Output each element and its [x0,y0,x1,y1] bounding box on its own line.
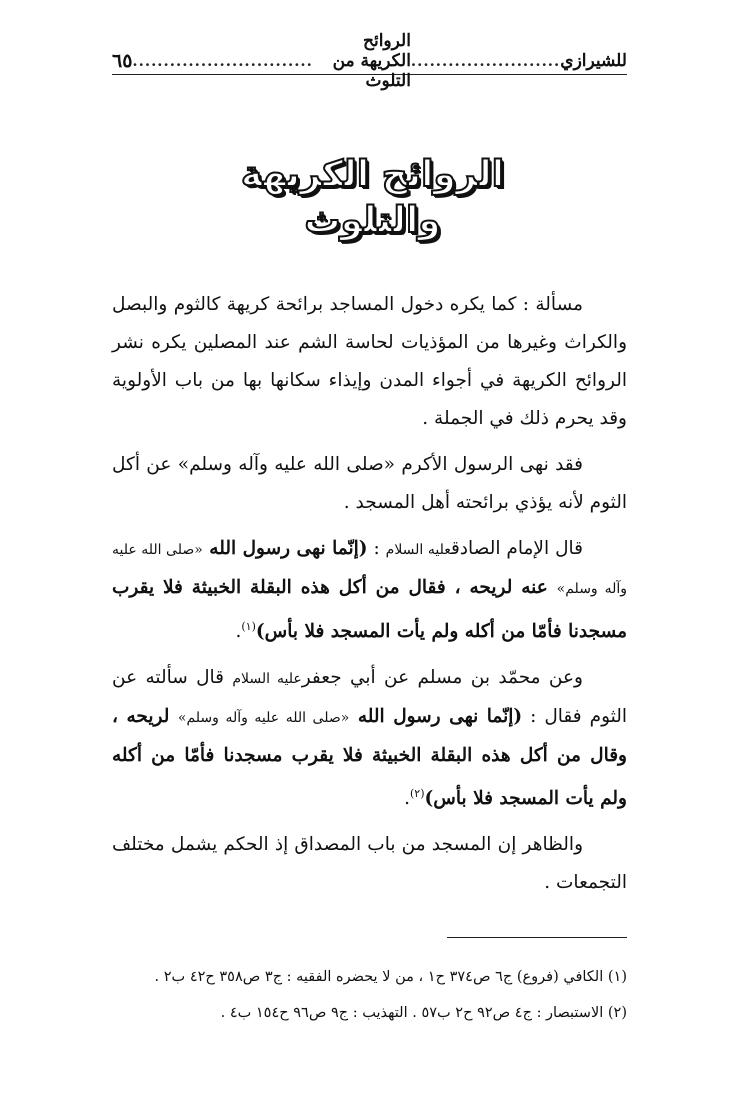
footnote-1: (١) الكافي (فروع) ج٦ ص٣٧٤ ح١ ، من لا يحضره الفقيه : ج٣ ص٣٥٨ ح٤٢ ب٢ . [154,969,627,985]
p3-quote-rest: عنه لريحه ، فقال من أكل هذه البقلة الخبيثة فلا يقرب مسجدنا فأمّا من أكله ولم يأت المسجد فلا بأس) [112,577,627,643]
paragraph-4 [112,659,627,818]
p4-intro: وعن محمّد بن مسلم عن أبي جعفر [301,667,583,689]
p4-quote-start: (إنّما نهى رسول الله [349,706,523,728]
p4-mid: قال سألته عن الثوم فقال : [112,667,627,728]
running-header [112,31,627,91]
header-book-title: الروائح الكريهة من التلوث [332,31,411,91]
p3-salawat: «صلى الله عليه وآله وسلم» [112,542,627,597]
footnotes [112,962,627,1034]
p3-quote-start: (إنّما نهى رسول الله [202,538,368,559]
p3-colon: : [367,538,386,559]
p4-end: . [404,788,410,810]
chapter-title-line-1: الروائح الكريهة [240,154,505,195]
paragraph-1: مسألة : كما يكره دخول المساجد برائحة كريهة كالثوم والبصل والكراث وغيرها من المؤذيات لحاسة الشم عند المصلين يكره نشر الروائح الكريهة في أجواء المدن وإيذاء سكانها بها من باب الأولوية وقد يحرم ذلك في الجملة . [112,294,627,429]
header-author: للشيرازي [560,51,627,71]
paragraph-2: فقد نهى الرسول الأكرم «صلى الله عليه وآله وسلم» عن أكل الثوم لأنه يؤذي برائحته أهل المسجد . [112,454,627,513]
header-dots-right: ........................ [410,52,561,70]
header-dots-left: ............................. [132,52,313,70]
p3-end: . [235,621,242,643]
p3-intro: قال الإمام الصادق [450,538,583,559]
footnote-divider [447,937,627,938]
honorific-glyph: عليه السلام [385,542,451,558]
page-number: ٦٥ [112,50,133,72]
paragraph-5: والظاهر إن المسجد من باب المصداق إذ الحكم يشمل مختلف التجمعات . [112,834,627,894]
header-title-group [132,31,627,91]
honorific-glyph: عليه السلام [232,671,302,688]
footnote-ref-1: (١) [241,620,256,633]
footnote-ref-2: (٢) [410,787,425,801]
p4-salawat: «صلى الله عليه وآله وسلم» [177,710,350,727]
body-text [112,286,627,910]
footnote-2: (٢) الاستبصار : ج٤ ص٩٢ ح٢ ب٥٧ . التهذيب : ج٩ ص٩٦ ح١٥٤ ب٤ . [220,1005,627,1021]
paragraph-3 [112,530,627,651]
chapter-title-line-2: والتلوث [304,200,441,241]
chapter-title [0,152,745,244]
p4-quote-rest: لريحه ، وقال من أكل هذه البقلة الخبيثة فلا يقرب مسجدنا فأمّا من أكله ولم يأت المسجد فلا بأس) [112,706,627,810]
